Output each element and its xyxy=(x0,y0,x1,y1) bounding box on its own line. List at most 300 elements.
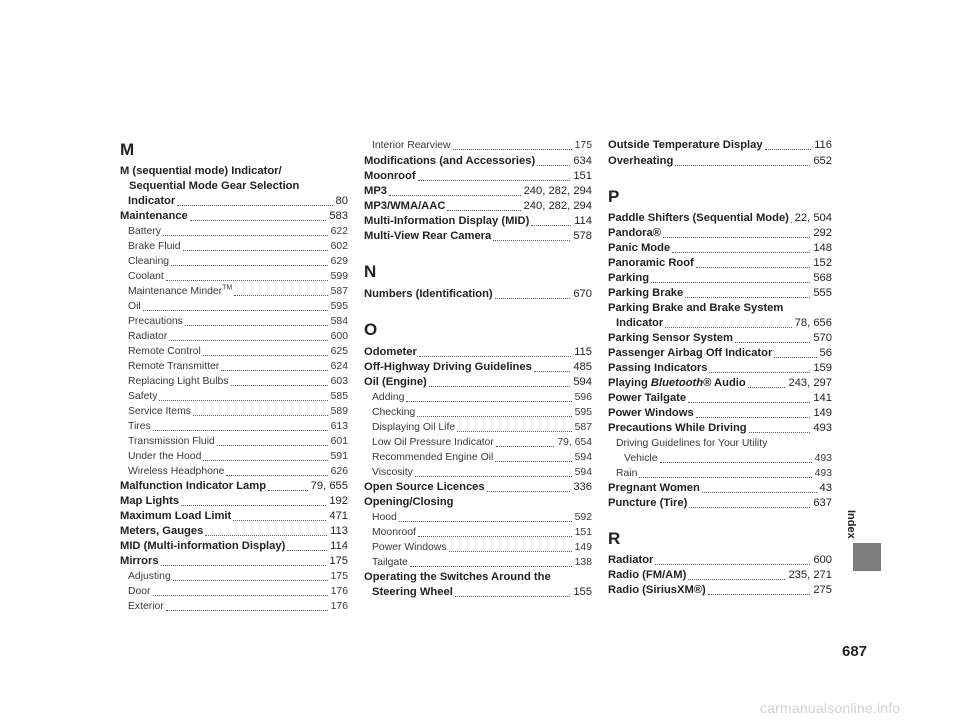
dot-leader xyxy=(447,209,520,211)
entry-term: Moonroof xyxy=(364,170,416,182)
dot-leader xyxy=(660,461,812,463)
entry-pages: 78, 656 xyxy=(794,317,832,329)
dot-leader xyxy=(190,219,327,221)
entry-pages: 235, 271 xyxy=(788,569,832,581)
index-entry xyxy=(608,226,832,241)
index-entry: Parking Brake and Brake System xyxy=(608,302,784,314)
index-subentry xyxy=(120,374,348,389)
section-letter-r: R xyxy=(608,529,621,548)
index-entry xyxy=(608,286,832,301)
dot-leader xyxy=(708,593,811,595)
entry-pages: 22, 504 xyxy=(794,212,832,224)
entry-pages: 243, 297 xyxy=(788,377,832,389)
index-entry xyxy=(120,539,348,554)
dot-leader xyxy=(495,297,571,299)
index-subentry xyxy=(120,254,348,269)
entry-term: Puncture (Tire) xyxy=(608,497,688,509)
index-entry xyxy=(608,138,832,153)
entry-pages: 114 xyxy=(574,215,592,227)
index-entry: Sequential Mode Gear Selection xyxy=(129,180,300,192)
dot-leader xyxy=(418,535,572,537)
entry-pages: 629 xyxy=(330,256,348,267)
entry-term: Replacing Light Bulbs xyxy=(128,376,229,387)
dot-leader xyxy=(143,309,328,311)
entry-term: Radiator xyxy=(128,331,168,342)
dot-leader xyxy=(173,579,328,581)
entry-term: Radio (SiriusXM®) xyxy=(608,584,706,596)
index-subentry xyxy=(364,420,592,435)
dot-leader xyxy=(153,429,328,431)
dot-leader xyxy=(774,356,816,358)
index-entry xyxy=(608,421,832,436)
entry-pages: 471 xyxy=(329,510,348,522)
entry-term: Steering Wheel xyxy=(372,586,453,598)
entry-term: Moonroof xyxy=(372,527,416,538)
entry-term: Multi-View Rear Camera xyxy=(364,230,492,242)
entry-pages: 585 xyxy=(330,391,348,402)
entry-term: Checking xyxy=(372,407,416,418)
entry-term: Multi-Information Display (MID) xyxy=(364,215,530,227)
index-subentry xyxy=(120,434,348,449)
entry-pages: 555 xyxy=(813,287,832,299)
index-entry: Opening/Closing xyxy=(364,496,454,508)
index-subentry xyxy=(364,435,592,450)
entry-pages: 624 xyxy=(330,361,348,372)
entry-pages: 570 xyxy=(813,332,832,344)
dot-leader xyxy=(735,341,810,343)
entry-pages: 240, 282, 294 xyxy=(523,200,592,212)
dot-leader xyxy=(166,609,328,611)
dot-leader xyxy=(685,296,810,298)
entry-term: Tires xyxy=(128,421,151,432)
entry-term-suffix: ® Audio xyxy=(703,377,746,389)
entry-term: Overheating xyxy=(608,155,674,167)
dot-leader xyxy=(534,370,570,372)
entry-pages: 151 xyxy=(574,527,592,538)
dot-leader xyxy=(639,476,811,478)
dot-leader xyxy=(487,490,571,492)
entry-pages: 613 xyxy=(330,421,348,432)
entry-term: Precautions xyxy=(128,316,183,327)
entry-pages: 80 xyxy=(335,195,348,207)
entry-term: Door xyxy=(128,586,151,597)
entry-pages: 600 xyxy=(330,331,348,342)
entry-pages: 599 xyxy=(330,271,348,282)
entry-pages: 176 xyxy=(330,601,348,612)
index-entry xyxy=(364,229,592,244)
entry-term: Odometer xyxy=(364,346,417,358)
entry-term-italic: Bluetooth xyxy=(650,377,704,389)
entry-term: Exterior xyxy=(128,601,164,612)
entry-pages: 594 xyxy=(574,452,592,463)
dot-leader xyxy=(696,266,811,268)
entry-term: Maintenance xyxy=(120,210,188,222)
index-entry xyxy=(120,209,348,224)
index-entry xyxy=(608,346,832,361)
dot-leader xyxy=(226,474,327,476)
section-letter-n: N xyxy=(364,262,377,281)
index-entry xyxy=(364,287,592,302)
dot-leader xyxy=(672,251,810,253)
entry-term: Interior Rearview xyxy=(372,140,451,151)
entry-term: Low Oil Pressure Indicator xyxy=(372,437,494,448)
entry-term: Indicator xyxy=(616,317,664,329)
entry-term: Remote Control xyxy=(128,346,201,357)
dot-leader xyxy=(410,565,572,567)
index-subentry xyxy=(120,404,348,419)
dot-leader xyxy=(169,339,327,341)
dot-leader xyxy=(688,401,810,403)
index-subentry xyxy=(364,390,592,405)
entry-term: Under the Hood xyxy=(128,451,202,462)
index-entry xyxy=(608,376,832,391)
section-letter-o: O xyxy=(364,320,378,339)
entry-term-prefix: Playing xyxy=(608,377,651,389)
index-entry: Operating the Switches Around the xyxy=(364,571,551,583)
index-subentry xyxy=(364,450,592,465)
entry-term: Tailgate xyxy=(372,557,408,568)
dot-leader xyxy=(709,371,810,373)
dot-leader xyxy=(159,399,327,401)
entry-term: Safety xyxy=(128,391,158,402)
entry-pages: 596 xyxy=(574,392,592,403)
trademark-superscript: TM xyxy=(222,284,233,292)
index-subentry xyxy=(608,436,832,451)
entry-term: Vehicle xyxy=(624,453,658,464)
entry-term: Power Windows xyxy=(372,542,447,553)
index-entry xyxy=(120,509,348,524)
entry-pages: 493 xyxy=(814,453,832,464)
entry-term: Oil xyxy=(128,301,141,312)
index-subentry xyxy=(120,329,348,344)
dot-leader xyxy=(651,281,810,283)
dot-leader xyxy=(765,148,812,150)
entry-pages: 292 xyxy=(813,227,832,239)
entry-pages: 625 xyxy=(330,346,348,357)
entry-term: Passenger Airbag Off Indicator xyxy=(608,347,773,359)
entry-pages: 670 xyxy=(573,288,592,300)
dot-leader xyxy=(221,369,327,371)
dot-leader xyxy=(457,430,571,432)
entry-pages: 583 xyxy=(329,210,348,222)
index-subentry xyxy=(120,239,348,254)
entry-pages: 594 xyxy=(574,467,592,478)
entry-pages: 589 xyxy=(330,406,348,417)
index-entry xyxy=(120,554,348,569)
entry-term: Radio (FM/AM) xyxy=(608,569,687,581)
entry-term: Driving Guidelines for Your Utility xyxy=(616,438,768,449)
index-entry xyxy=(608,154,832,169)
dot-leader xyxy=(415,475,572,477)
index-subentry xyxy=(608,466,832,481)
entry-pages: 149 xyxy=(813,407,832,419)
dot-leader xyxy=(203,354,328,356)
entry-term: Recommended Engine Oil xyxy=(372,452,494,463)
index-entry xyxy=(608,316,832,331)
entry-pages: 138 xyxy=(574,557,592,568)
entry-term: Hood xyxy=(372,512,397,523)
entry-pages: 622 xyxy=(330,226,348,237)
index-subentry xyxy=(120,299,348,314)
index-subentry xyxy=(608,451,832,466)
entry-pages: 148 xyxy=(813,242,832,254)
index-entry xyxy=(120,194,348,209)
index-entry xyxy=(608,361,832,376)
dot-leader xyxy=(205,534,327,536)
index-entry xyxy=(608,271,832,286)
entry-term: Cleaning xyxy=(128,256,170,267)
dot-leader xyxy=(688,578,785,580)
entry-term: Service Items xyxy=(128,406,191,417)
entry-term: Brake Fluid xyxy=(128,241,181,252)
entry-pages: 626 xyxy=(330,466,348,477)
entry-term: Off-Highway Driving Guidelines xyxy=(364,361,532,373)
entry-pages: 56 xyxy=(819,347,832,359)
entry-term: Power Windows xyxy=(608,407,694,419)
entry-term: Power Tailgate xyxy=(608,392,687,404)
entry-term: Radiator xyxy=(608,554,654,566)
index-entry xyxy=(608,553,832,568)
index-subentry xyxy=(120,464,348,479)
entry-term xyxy=(128,284,232,299)
dot-leader xyxy=(231,384,328,386)
index-subentry xyxy=(364,138,592,153)
entry-pages: 652 xyxy=(813,155,832,167)
dot-leader xyxy=(689,506,810,508)
entry-pages: 175 xyxy=(329,555,348,567)
index-entry xyxy=(364,480,592,495)
entry-pages: 568 xyxy=(813,272,832,284)
entry-term: Coolant xyxy=(128,271,164,282)
entry-pages: 485 xyxy=(573,361,592,373)
entry-term: Precautions While Driving xyxy=(608,422,747,434)
entry-term: Paddle Shifters (Sequential Mode) xyxy=(608,212,789,224)
dot-leader xyxy=(268,489,308,491)
dot-leader xyxy=(153,594,328,596)
entry-pages: 634 xyxy=(573,155,592,167)
entry-pages: 159 xyxy=(813,362,832,374)
entry-term: Wireless Headphone xyxy=(128,466,225,477)
entry-pages: 493 xyxy=(813,422,832,434)
dot-leader xyxy=(177,204,332,206)
entry-term: Viscosity xyxy=(372,467,413,478)
entry-pages: 594 xyxy=(573,376,592,388)
dot-leader xyxy=(791,221,792,223)
entry-pages: 600 xyxy=(813,554,832,566)
index-subentry xyxy=(120,314,348,329)
entry-term: Malfunction Indicator Lamp xyxy=(120,480,267,492)
entry-pages: 578 xyxy=(573,230,592,242)
entry-term: Mirrors xyxy=(120,555,159,567)
entry-pages: 240, 282, 294 xyxy=(523,185,592,197)
dot-leader xyxy=(185,324,328,326)
entry-term-text: Maintenance Minder xyxy=(128,286,223,297)
index-subentry xyxy=(364,405,592,420)
dot-leader xyxy=(748,386,786,388)
dot-leader xyxy=(203,459,327,461)
entry-term: Pregnant Women xyxy=(608,482,700,494)
entry-pages: 116 xyxy=(814,139,832,151)
index-subentry xyxy=(364,525,592,540)
dot-leader xyxy=(419,355,571,357)
dot-leader xyxy=(675,164,810,166)
entry-term xyxy=(608,376,746,391)
entry-term: Numbers (Identification) xyxy=(364,288,493,300)
entry-pages: 175 xyxy=(574,140,592,151)
entry-pages: 115 xyxy=(574,346,592,358)
entry-term: Modifications (and Accessories) xyxy=(364,155,536,167)
entry-term: Panic Mode xyxy=(608,242,671,254)
index-entry xyxy=(120,479,348,494)
index-subentry xyxy=(120,389,348,404)
entry-pages: 595 xyxy=(574,407,592,418)
dot-leader xyxy=(663,236,810,238)
dot-leader xyxy=(453,148,572,150)
entry-term: Transmission Fluid xyxy=(128,436,215,447)
index-entry: M (sequential mode) Indicator/ xyxy=(120,165,282,177)
dot-leader xyxy=(449,550,572,552)
dot-leader xyxy=(696,416,811,418)
entry-pages: 192 xyxy=(329,495,348,507)
entry-term: MP3/WMA/AAC xyxy=(364,200,446,212)
watermark: carmanualsonline.info xyxy=(760,700,901,716)
entry-pages: 587 xyxy=(574,422,592,433)
entry-term: Maximum Load Limit xyxy=(120,510,232,522)
index-entry xyxy=(120,524,348,539)
entry-pages: 151 xyxy=(573,170,592,182)
entry-term: Panoramic Roof xyxy=(608,257,694,269)
entry-pages: 176 xyxy=(330,586,348,597)
index-subentry xyxy=(120,359,348,374)
dot-leader xyxy=(217,444,328,446)
index-entry xyxy=(608,568,832,583)
entry-term: Adjusting xyxy=(128,571,171,582)
entry-term: Open Source Licences xyxy=(364,481,485,493)
entry-pages: 601 xyxy=(330,436,348,447)
dot-leader xyxy=(493,239,570,241)
index-entry xyxy=(608,391,832,406)
entry-term: Rain xyxy=(616,468,638,479)
dot-leader xyxy=(399,520,572,522)
dot-leader xyxy=(406,400,571,402)
dot-leader xyxy=(161,564,327,566)
index-subentry xyxy=(120,599,348,614)
index-subentry xyxy=(120,584,348,599)
index-entry xyxy=(364,154,592,169)
entry-pages: 79, 655 xyxy=(310,480,348,492)
entry-term: Map Lights xyxy=(120,495,180,507)
index-subentry xyxy=(120,344,348,359)
dot-leader xyxy=(183,249,328,251)
index-entry xyxy=(120,494,348,509)
index-entry xyxy=(608,211,832,226)
dot-leader xyxy=(389,194,521,196)
dot-leader xyxy=(417,415,571,417)
entry-term: Indicator xyxy=(128,195,176,207)
index-subentry xyxy=(120,569,348,584)
index-entry xyxy=(608,496,832,511)
index-entry xyxy=(608,256,832,271)
entry-pages: 637 xyxy=(813,497,832,509)
dot-leader xyxy=(163,234,328,236)
index-subentry xyxy=(120,269,348,284)
entry-pages: 175 xyxy=(330,571,348,582)
section-letter-m: M xyxy=(120,140,135,159)
entry-pages: 595 xyxy=(330,301,348,312)
dot-leader xyxy=(171,264,328,266)
index-entry xyxy=(364,184,592,199)
index-entry xyxy=(608,241,832,256)
dot-leader xyxy=(455,595,571,597)
index-entry xyxy=(608,331,832,346)
dot-leader xyxy=(655,563,810,565)
entry-pages: 493 xyxy=(814,468,832,479)
entry-pages: 591 xyxy=(330,451,348,462)
dot-leader xyxy=(418,179,571,181)
index-subentry xyxy=(364,540,592,555)
index-subentry xyxy=(120,224,348,239)
entry-pages: 587 xyxy=(330,286,348,297)
entry-pages: 79, 654 xyxy=(557,437,592,448)
section-letter-p: P xyxy=(608,187,620,206)
dot-leader xyxy=(531,224,571,226)
index-subentry xyxy=(364,510,592,525)
entry-pages: 275 xyxy=(813,584,832,596)
dot-leader xyxy=(233,519,326,521)
index-subentry xyxy=(120,449,348,464)
entry-pages: 141 xyxy=(813,392,832,404)
entry-term: Passing Indicators xyxy=(608,362,708,374)
entry-pages: 152 xyxy=(813,257,832,269)
dot-leader xyxy=(749,431,811,433)
entry-pages: 155 xyxy=(573,586,592,598)
index-entry xyxy=(608,583,832,598)
index-entry xyxy=(364,375,592,390)
dot-leader xyxy=(193,414,328,416)
entry-term: Parking Sensor System xyxy=(608,332,733,344)
entry-term: MP3 xyxy=(364,185,388,197)
index-entry xyxy=(364,345,592,360)
index-entry xyxy=(364,169,592,184)
index-entry xyxy=(364,214,592,229)
entry-pages: 603 xyxy=(330,376,348,387)
entry-pages: 602 xyxy=(330,241,348,252)
entry-term: Remote Transmitter xyxy=(128,361,220,372)
entry-term: Adding xyxy=(372,392,405,403)
dot-leader xyxy=(496,445,554,447)
entry-term: Oil (Engine) xyxy=(364,376,427,388)
entry-term: Pandora® xyxy=(608,227,662,239)
dot-leader xyxy=(537,164,570,166)
entry-pages: 113 xyxy=(330,525,348,537)
dot-leader xyxy=(166,279,328,281)
dot-leader xyxy=(234,294,327,296)
index-subentry xyxy=(364,555,592,570)
dot-leader xyxy=(287,549,327,551)
index-entry xyxy=(608,406,832,421)
entry-pages: 43 xyxy=(819,482,832,494)
dot-leader xyxy=(495,460,571,462)
entry-pages: 336 xyxy=(573,481,592,493)
dot-leader xyxy=(702,491,817,493)
side-tab-label: Index xyxy=(845,510,857,539)
index-subentry xyxy=(364,465,592,480)
dot-leader xyxy=(429,385,571,387)
index-entry xyxy=(364,199,592,214)
entry-pages: 149 xyxy=(574,542,592,553)
side-tab-marker xyxy=(853,543,881,571)
page-number: 687 xyxy=(842,643,868,660)
